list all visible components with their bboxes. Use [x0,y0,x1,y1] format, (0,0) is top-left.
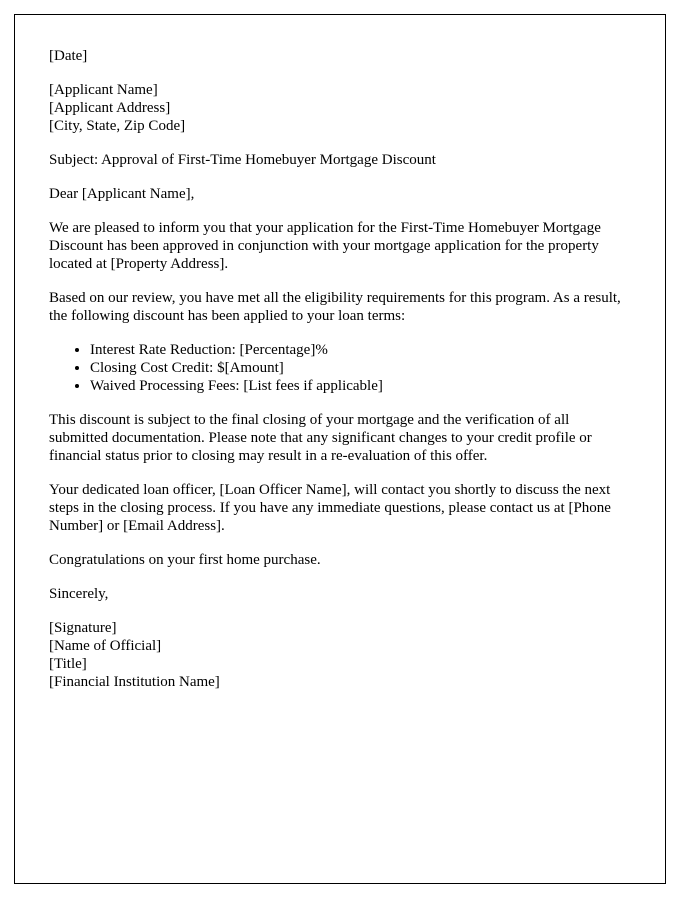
title-line: [Title] [49,656,87,672]
date-line: [Date] [49,48,88,64]
paragraph-conditions: This discount is subject to the final closing of your mortgage and the verification of all submitted documentation. Please note that any significant changes to your credit profile or financial status prior to closing may result in a re-evaluation of this offer. [49,412,592,464]
list-item-waived-fees: • Waived Processing Fees: [List fees if applicable] [90,377,631,395]
list-item-interest-rate: • Interest Rate Reduction: [Percentage]% [90,341,631,359]
institution-line: [Financial Institution Name] [49,674,220,690]
recipient-block [49,81,631,135]
applicant-name-line: [Applicant Name] [49,82,158,98]
subject-line: Subject: Approval of First-Time Homebuyer Mortgage Discount [49,152,436,168]
paragraph-eligibility: Based on our review, you have met all the eligibility requirements for this program. As a result, the following discount has been applied to your loan terms: [49,290,621,324]
list-item-closing-cost: • Closing Cost Credit: $[Amount] [90,359,631,377]
discount-list [49,341,631,395]
closing-line: Sincerely, [49,586,109,602]
city-state-zip-line: [City, State, Zip Code] [49,118,186,134]
paragraph-next-steps: Your dedicated loan officer, [Loan Officer Name], will contact you shortly to discuss the next steps in the closing process. If you have any immediate questions, please contact us at [Phone Number] or [Email Address]. [49,482,611,534]
letter-page [14,14,666,884]
paragraph-approval: We are pleased to inform you that your application for the First-Time Homebuyer Mortgage Discount has been approved in conjunction with your mortgage application for the property located at [Property Address]. [49,220,601,272]
salutation-line: Dear [Applicant Name], [49,186,195,202]
signature-block [49,619,631,691]
official-name-line: [Name of Official] [49,638,162,654]
applicant-address-line: [Applicant Address] [49,100,171,116]
signature-line: [Signature] [49,620,117,636]
paragraph-congratulations: Congratulations on your first home purchase. [49,552,321,568]
